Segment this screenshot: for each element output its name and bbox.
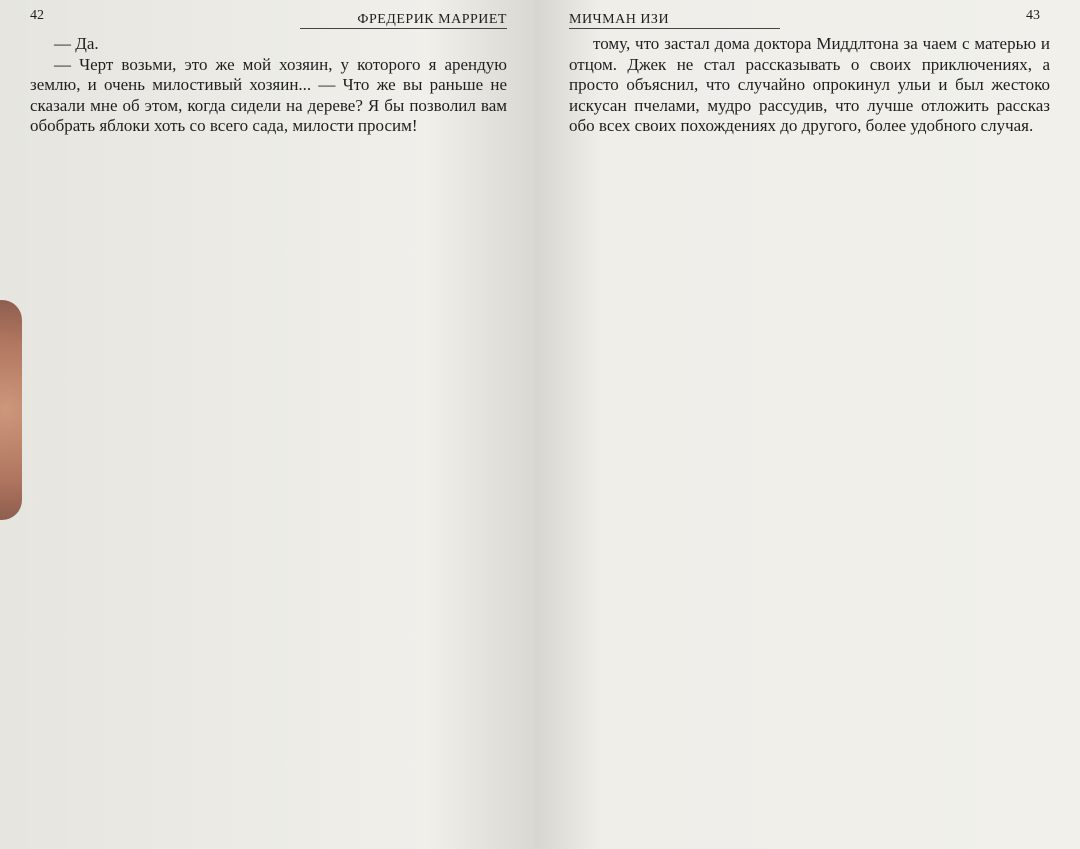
left-page — [0, 0, 535, 849]
running-head: ФРЕДЕРИК МАРРИЕТ — [300, 12, 507, 29]
paragraph: — Да. — [54, 34, 99, 53]
running-head: МИЧМАН ИЗИ — [569, 12, 780, 29]
thumb — [0, 300, 22, 520]
paragraph: — Черт возьми, это же мой хозяин, у которого я арендую землю, и очень милостивый хозяин... — Что же вы раньше не сказали мне об этом, когда сидели на дереве? Я бы позволил вам обобрать яблоки хоть со всего сада, милости просим! — [30, 54, 507, 135]
right-page-text — [569, 34, 1050, 137]
page-number: 42 — [30, 8, 44, 23]
left-page-text — [30, 34, 507, 137]
right-page — [535, 0, 1080, 849]
page-number: 43 — [1026, 8, 1040, 23]
paragraph: тому, что застал дома доктора Миддлтона за чаем с матерью и отцом. Джек не стал рассказывать о своих приключениях, а просто объяснил, что случайно опрокинул ульи и был жестоко искусан пчелами, мудро рассудив, что лучше отложить рассказ обо всех своих похождениях до другого, более удобного случая. — [569, 34, 1050, 135]
